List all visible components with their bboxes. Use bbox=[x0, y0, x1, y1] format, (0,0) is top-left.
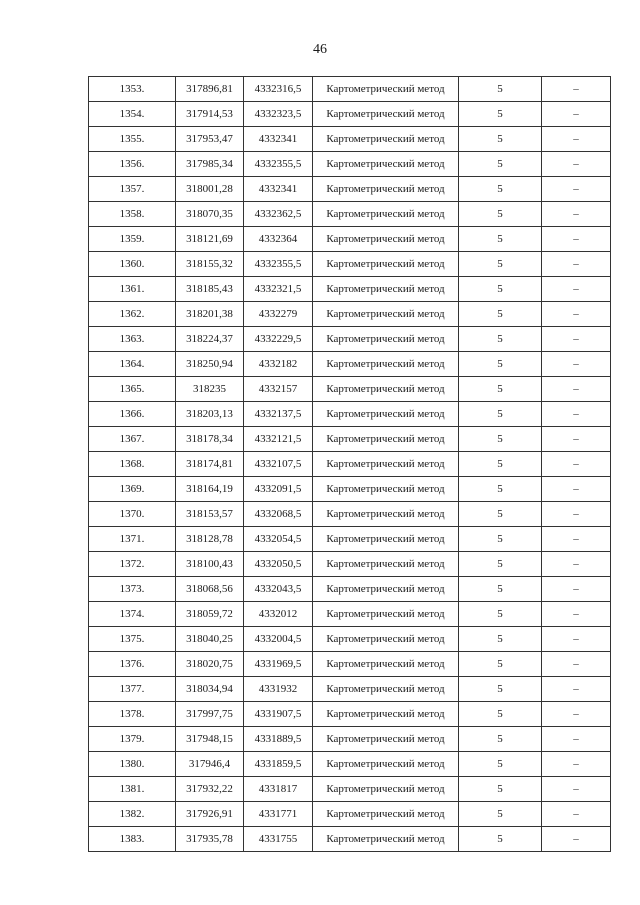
note-cell: – bbox=[542, 427, 611, 452]
note-cell: – bbox=[542, 777, 611, 802]
note-cell: – bbox=[542, 227, 611, 252]
method-cell: Картометрический метод bbox=[313, 227, 459, 252]
note-cell: – bbox=[542, 527, 611, 552]
table-row bbox=[89, 577, 611, 602]
point-number-cell: 1375. bbox=[89, 627, 176, 652]
point-number-cell: 1358. bbox=[89, 202, 176, 227]
point-number-cell: 1363. bbox=[89, 327, 176, 352]
note-cell: – bbox=[542, 152, 611, 177]
note-cell: – bbox=[542, 327, 611, 352]
y-coordinate-cell: 4331889,5 bbox=[244, 727, 313, 752]
method-cell: Картометрический метод bbox=[313, 402, 459, 427]
method-cell: Картометрический метод bbox=[313, 277, 459, 302]
point-number-cell: 1364. bbox=[89, 352, 176, 377]
point-number-cell: 1361. bbox=[89, 277, 176, 302]
method-cell: Картометрический метод bbox=[313, 677, 459, 702]
y-coordinate-cell: 4331817 bbox=[244, 777, 313, 802]
point-number-cell: 1359. bbox=[89, 227, 176, 252]
table-row bbox=[89, 277, 611, 302]
y-coordinate-cell: 4332323,5 bbox=[244, 102, 313, 127]
accuracy-cell: 5 bbox=[459, 602, 542, 627]
x-coordinate-cell: 318203,13 bbox=[176, 402, 244, 427]
point-number-cell: 1368. bbox=[89, 452, 176, 477]
note-cell: – bbox=[542, 377, 611, 402]
accuracy-cell: 5 bbox=[459, 102, 542, 127]
y-coordinate-cell: 4332362,5 bbox=[244, 202, 313, 227]
table-row bbox=[89, 352, 611, 377]
method-cell: Картометрический метод bbox=[313, 477, 459, 502]
method-cell: Картометрический метод bbox=[313, 152, 459, 177]
method-cell: Картометрический метод bbox=[313, 502, 459, 527]
note-cell: – bbox=[542, 127, 611, 152]
accuracy-cell: 5 bbox=[459, 752, 542, 777]
accuracy-cell: 5 bbox=[459, 477, 542, 502]
method-cell: Картометрический метод bbox=[313, 302, 459, 327]
x-coordinate-cell: 317914,53 bbox=[176, 102, 244, 127]
table-row bbox=[89, 452, 611, 477]
note-cell: – bbox=[542, 702, 611, 727]
note-cell: – bbox=[542, 627, 611, 652]
note-cell: – bbox=[542, 252, 611, 277]
method-cell: Картометрический метод bbox=[313, 627, 459, 652]
x-coordinate-cell: 317948,15 bbox=[176, 727, 244, 752]
y-coordinate-cell: 4332279 bbox=[244, 302, 313, 327]
note-cell: – bbox=[542, 827, 611, 852]
table-row bbox=[89, 752, 611, 777]
point-number-cell: 1369. bbox=[89, 477, 176, 502]
point-number-cell: 1381. bbox=[89, 777, 176, 802]
x-coordinate-cell: 317946,4 bbox=[176, 752, 244, 777]
y-coordinate-cell: 4332091,5 bbox=[244, 477, 313, 502]
table-row bbox=[89, 77, 611, 102]
y-coordinate-cell: 4332229,5 bbox=[244, 327, 313, 352]
x-coordinate-cell: 318040,25 bbox=[176, 627, 244, 652]
accuracy-cell: 5 bbox=[459, 627, 542, 652]
note-cell: – bbox=[542, 302, 611, 327]
y-coordinate-cell: 4331859,5 bbox=[244, 752, 313, 777]
table-row bbox=[89, 252, 611, 277]
point-number-cell: 1382. bbox=[89, 802, 176, 827]
y-coordinate-cell: 4332043,5 bbox=[244, 577, 313, 602]
accuracy-cell: 5 bbox=[459, 502, 542, 527]
point-number-cell: 1380. bbox=[89, 752, 176, 777]
table-row bbox=[89, 402, 611, 427]
x-coordinate-cell: 317932,22 bbox=[176, 777, 244, 802]
y-coordinate-cell: 4332316,5 bbox=[244, 77, 313, 102]
method-cell: Картометрический метод bbox=[313, 427, 459, 452]
coordinates-table bbox=[88, 76, 611, 852]
method-cell: Картометрический метод bbox=[313, 802, 459, 827]
note-cell: – bbox=[542, 352, 611, 377]
accuracy-cell: 5 bbox=[459, 527, 542, 552]
note-cell: – bbox=[542, 77, 611, 102]
y-coordinate-cell: 4332107,5 bbox=[244, 452, 313, 477]
table-row bbox=[89, 602, 611, 627]
method-cell: Картометрический метод bbox=[313, 752, 459, 777]
x-coordinate-cell: 318185,43 bbox=[176, 277, 244, 302]
point-number-cell: 1377. bbox=[89, 677, 176, 702]
method-cell: Картометрический метод bbox=[313, 452, 459, 477]
note-cell: – bbox=[542, 677, 611, 702]
x-coordinate-cell: 318100,43 bbox=[176, 552, 244, 577]
method-cell: Картометрический метод bbox=[313, 577, 459, 602]
point-number-cell: 1367. bbox=[89, 427, 176, 452]
method-cell: Картометрический метод bbox=[313, 602, 459, 627]
method-cell: Картометрический метод bbox=[313, 352, 459, 377]
accuracy-cell: 5 bbox=[459, 727, 542, 752]
x-coordinate-cell: 318235 bbox=[176, 377, 244, 402]
table-row bbox=[89, 152, 611, 177]
x-coordinate-cell: 317935,78 bbox=[176, 827, 244, 852]
point-number-cell: 1372. bbox=[89, 552, 176, 577]
note-cell: – bbox=[542, 652, 611, 677]
table-row bbox=[89, 302, 611, 327]
x-coordinate-cell: 318020,75 bbox=[176, 652, 244, 677]
y-coordinate-cell: 4331771 bbox=[244, 802, 313, 827]
table-row bbox=[89, 827, 611, 852]
y-coordinate-cell: 4332341 bbox=[244, 177, 313, 202]
table-row bbox=[89, 127, 611, 152]
x-coordinate-cell: 318070,35 bbox=[176, 202, 244, 227]
x-coordinate-cell: 318164,19 bbox=[176, 477, 244, 502]
accuracy-cell: 5 bbox=[459, 352, 542, 377]
x-coordinate-cell: 317926,91 bbox=[176, 802, 244, 827]
table-row bbox=[89, 802, 611, 827]
x-coordinate-cell: 318068,56 bbox=[176, 577, 244, 602]
accuracy-cell: 5 bbox=[459, 577, 542, 602]
point-number-cell: 1370. bbox=[89, 502, 176, 527]
method-cell: Картометрический метод bbox=[313, 552, 459, 577]
table-row bbox=[89, 102, 611, 127]
point-number-cell: 1362. bbox=[89, 302, 176, 327]
method-cell: Картометрический метод bbox=[313, 177, 459, 202]
method-cell: Картометрический метод bbox=[313, 702, 459, 727]
y-coordinate-cell: 4332054,5 bbox=[244, 527, 313, 552]
accuracy-cell: 5 bbox=[459, 327, 542, 352]
y-coordinate-cell: 4331932 bbox=[244, 677, 313, 702]
table-row bbox=[89, 502, 611, 527]
y-coordinate-cell: 4331969,5 bbox=[244, 652, 313, 677]
table-row bbox=[89, 552, 611, 577]
point-number-cell: 1357. bbox=[89, 177, 176, 202]
accuracy-cell: 5 bbox=[459, 177, 542, 202]
note-cell: – bbox=[542, 602, 611, 627]
note-cell: – bbox=[542, 477, 611, 502]
method-cell: Картометрический метод bbox=[313, 327, 459, 352]
x-coordinate-cell: 318153,57 bbox=[176, 502, 244, 527]
note-cell: – bbox=[542, 202, 611, 227]
method-cell: Картометрический метод bbox=[313, 202, 459, 227]
accuracy-cell: 5 bbox=[459, 552, 542, 577]
note-cell: – bbox=[542, 102, 611, 127]
x-coordinate-cell: 318034,94 bbox=[176, 677, 244, 702]
table-row bbox=[89, 627, 611, 652]
note-cell: – bbox=[542, 177, 611, 202]
accuracy-cell: 5 bbox=[459, 827, 542, 852]
point-number-cell: 1374. bbox=[89, 602, 176, 627]
point-number-cell: 1373. bbox=[89, 577, 176, 602]
point-number-cell: 1355. bbox=[89, 127, 176, 152]
y-coordinate-cell: 4332355,5 bbox=[244, 252, 313, 277]
x-coordinate-cell: 317896,81 bbox=[176, 77, 244, 102]
y-coordinate-cell: 4332121,5 bbox=[244, 427, 313, 452]
accuracy-cell: 5 bbox=[459, 227, 542, 252]
x-coordinate-cell: 317985,34 bbox=[176, 152, 244, 177]
point-number-cell: 1376. bbox=[89, 652, 176, 677]
method-cell: Картометрический метод bbox=[313, 127, 459, 152]
point-number-cell: 1353. bbox=[89, 77, 176, 102]
accuracy-cell: 5 bbox=[459, 127, 542, 152]
y-coordinate-cell: 4332355,5 bbox=[244, 152, 313, 177]
method-cell: Картометрический метод bbox=[313, 527, 459, 552]
accuracy-cell: 5 bbox=[459, 77, 542, 102]
accuracy-cell: 5 bbox=[459, 677, 542, 702]
y-coordinate-cell: 4332157 bbox=[244, 377, 313, 402]
accuracy-cell: 5 bbox=[459, 802, 542, 827]
x-coordinate-cell: 317997,75 bbox=[176, 702, 244, 727]
x-coordinate-cell: 318201,38 bbox=[176, 302, 244, 327]
accuracy-cell: 5 bbox=[459, 402, 542, 427]
note-cell: – bbox=[542, 552, 611, 577]
point-number-cell: 1371. bbox=[89, 527, 176, 552]
table-row bbox=[89, 202, 611, 227]
accuracy-cell: 5 bbox=[459, 777, 542, 802]
method-cell: Картометрический метод bbox=[313, 827, 459, 852]
point-number-cell: 1356. bbox=[89, 152, 176, 177]
note-cell: – bbox=[542, 277, 611, 302]
y-coordinate-cell: 4332004,5 bbox=[244, 627, 313, 652]
point-number-cell: 1365. bbox=[89, 377, 176, 402]
x-coordinate-cell: 318059,72 bbox=[176, 602, 244, 627]
table-row bbox=[89, 427, 611, 452]
y-coordinate-cell: 4332364 bbox=[244, 227, 313, 252]
note-cell: – bbox=[542, 402, 611, 427]
note-cell: – bbox=[542, 727, 611, 752]
point-number-cell: 1354. bbox=[89, 102, 176, 127]
y-coordinate-cell: 4332012 bbox=[244, 602, 313, 627]
accuracy-cell: 5 bbox=[459, 652, 542, 677]
table-row bbox=[89, 702, 611, 727]
method-cell: Картометрический метод bbox=[313, 727, 459, 752]
point-number-cell: 1378. bbox=[89, 702, 176, 727]
accuracy-cell: 5 bbox=[459, 277, 542, 302]
x-coordinate-cell: 318178,34 bbox=[176, 427, 244, 452]
accuracy-cell: 5 bbox=[459, 427, 542, 452]
y-coordinate-cell: 4332068,5 bbox=[244, 502, 313, 527]
x-coordinate-cell: 318121,69 bbox=[176, 227, 244, 252]
method-cell: Картометрический метод bbox=[313, 102, 459, 127]
coordinates-table-body bbox=[89, 77, 611, 852]
table-row bbox=[89, 327, 611, 352]
table-row bbox=[89, 652, 611, 677]
accuracy-cell: 5 bbox=[459, 702, 542, 727]
x-coordinate-cell: 318174,81 bbox=[176, 452, 244, 477]
point-number-cell: 1366. bbox=[89, 402, 176, 427]
method-cell: Картометрический метод bbox=[313, 777, 459, 802]
accuracy-cell: 5 bbox=[459, 152, 542, 177]
method-cell: Картометрический метод bbox=[313, 252, 459, 277]
table-row bbox=[89, 727, 611, 752]
x-coordinate-cell: 318250,94 bbox=[176, 352, 244, 377]
accuracy-cell: 5 bbox=[459, 252, 542, 277]
y-coordinate-cell: 4332050,5 bbox=[244, 552, 313, 577]
y-coordinate-cell: 4332321,5 bbox=[244, 277, 313, 302]
x-coordinate-cell: 318001,28 bbox=[176, 177, 244, 202]
point-number-cell: 1379. bbox=[89, 727, 176, 752]
table-row bbox=[89, 377, 611, 402]
note-cell: – bbox=[542, 577, 611, 602]
table-row bbox=[89, 777, 611, 802]
note-cell: – bbox=[542, 502, 611, 527]
table-row bbox=[89, 527, 611, 552]
y-coordinate-cell: 4332137,5 bbox=[244, 402, 313, 427]
point-number-cell: 1360. bbox=[89, 252, 176, 277]
y-coordinate-cell: 4331907,5 bbox=[244, 702, 313, 727]
accuracy-cell: 5 bbox=[459, 377, 542, 402]
y-coordinate-cell: 4331755 bbox=[244, 827, 313, 852]
x-coordinate-cell: 318224,37 bbox=[176, 327, 244, 352]
y-coordinate-cell: 4332182 bbox=[244, 352, 313, 377]
table-row bbox=[89, 177, 611, 202]
point-number-cell: 1383. bbox=[89, 827, 176, 852]
page-number: 46 bbox=[313, 42, 327, 57]
x-coordinate-cell: 318155,32 bbox=[176, 252, 244, 277]
accuracy-cell: 5 bbox=[459, 452, 542, 477]
note-cell: – bbox=[542, 752, 611, 777]
x-coordinate-cell: 318128,78 bbox=[176, 527, 244, 552]
note-cell: – bbox=[542, 802, 611, 827]
accuracy-cell: 5 bbox=[459, 202, 542, 227]
accuracy-cell: 5 bbox=[459, 302, 542, 327]
method-cell: Картометрический метод bbox=[313, 77, 459, 102]
x-coordinate-cell: 317953,47 bbox=[176, 127, 244, 152]
method-cell: Картометрический метод bbox=[313, 652, 459, 677]
y-coordinate-cell: 4332341 bbox=[244, 127, 313, 152]
note-cell: – bbox=[542, 452, 611, 477]
table-row bbox=[89, 477, 611, 502]
table-row bbox=[89, 227, 611, 252]
method-cell: Картометрический метод bbox=[313, 377, 459, 402]
table-row bbox=[89, 677, 611, 702]
